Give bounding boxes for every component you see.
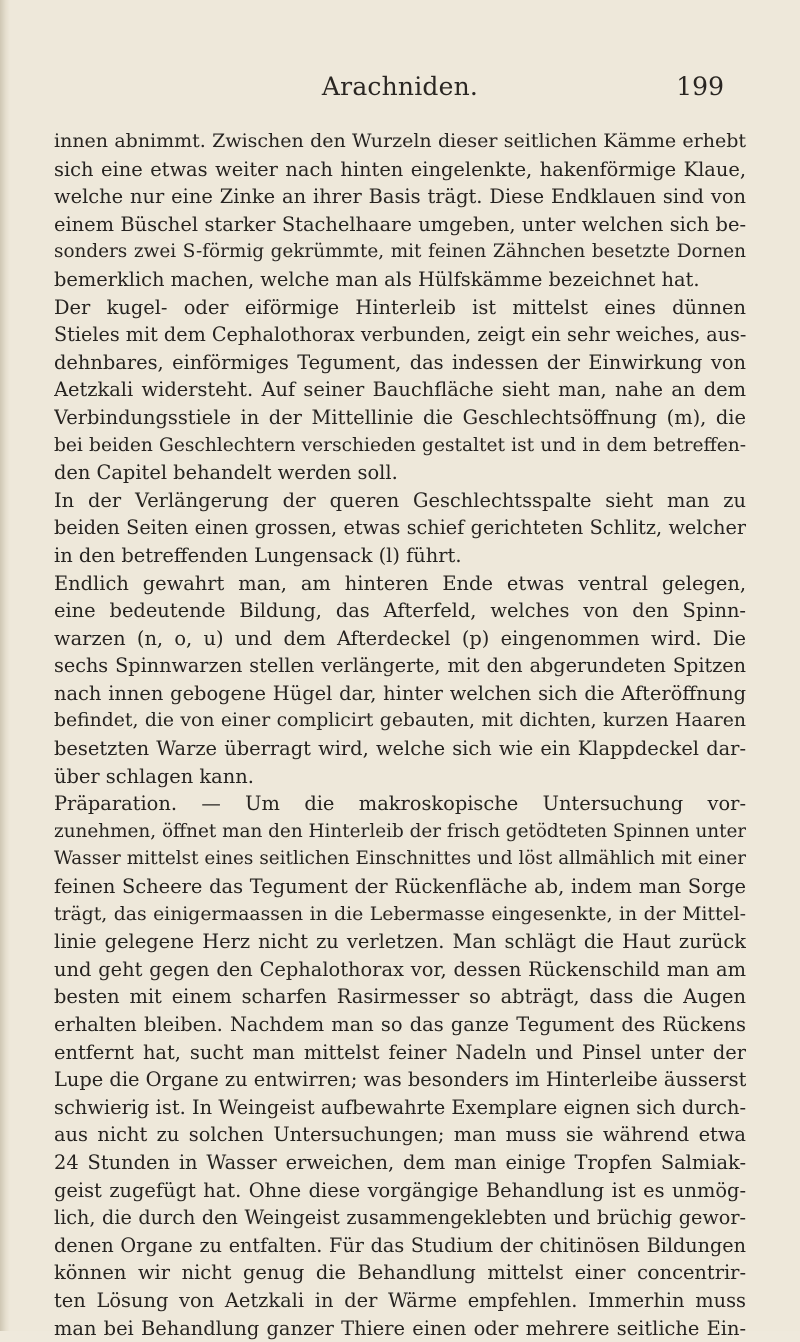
text-line: entfernt hat, sucht man mittelst feiner Nadeln und Pinsel unter der [54, 1040, 746, 1064]
text-line: warzen (n, o, u) und dem Afterdeckel (p) eingenommen wird. Die [54, 626, 746, 650]
text-line: Lupe die Organe zu entwirren; was besonders im Hinterleibe äusserst [54, 1068, 746, 1092]
text-line: bemerklich machen, welche man als Hülfskämme bezeichnet hat. [54, 267, 700, 291]
body-text [54, 128, 746, 1342]
text-line: besten mit einem scharfen Rasirmesser so abträgt, dass die Augen [54, 985, 746, 1009]
text-line: einem Büschel starker Stachelhaare umgeben, unter welchen sich be- [54, 212, 746, 236]
text-line: sonders zwei S-förmig gekrümmte, mit feinen Zähnchen besetzte Dornen [54, 241, 746, 263]
text-line: Präparation. — Um die makroskopische Untersuchung vor- [54, 792, 746, 816]
text-line: In der Verlängerung der queren Geschlechtsspalte sieht man zu [54, 488, 746, 512]
text-line: Wasser mittelst eines seitlichen Einschnittes und löst allmählich mit einer [54, 848, 746, 870]
text-line: welche nur eine Zinke an ihrer Basis trägt. Diese Endklauen sind von [54, 185, 746, 209]
text-line: geist zugefügt hat. Ohne diese vorgängige Behandlung ist es unmög- [54, 1178, 746, 1202]
text-line: man bei Behandlung ganzer Thiere einen oder mehrere seitliche Ein- [54, 1316, 746, 1340]
text-line: befindet, die von einer complicirt gebauten, mit dichten, kurzen Haaren [54, 710, 746, 732]
text-line: nach innen gebogene Hügel dar, hinter welchen sich die Afteröffnung [54, 681, 746, 705]
text-line: ten Lösung von Aetzkali in der Wärme empfehlen. Immerhin muss [54, 1288, 746, 1312]
running-title: Arachniden. [321, 72, 479, 101]
text-line: über schlagen kann. [54, 764, 254, 788]
text-line: 24 Stunden in Wasser erweichen, dem man einige Tropfen Salmiak- [54, 1150, 746, 1174]
text-line: bei beiden Geschlechtern verschieden gestaltet ist und in dem betreffen- [54, 434, 746, 456]
text-line: denen Organe zu entfalten. Für das Studium der chitinösen Bildungen [54, 1233, 746, 1257]
text-line: den Capitel behandelt werden soll. [54, 461, 398, 485]
text-line: und geht gegen den Cephalothorax vor, dessen Rückenschild man am [54, 957, 746, 981]
text-line: beiden Seiten einen grossen, etwas schief gerichteten Schlitz, welcher [54, 516, 746, 540]
text-line: linie gelegene Herz nicht zu verletzen. Man schlägt die Haut zurück [54, 930, 746, 954]
text-line: erhalten bleiben. Nachdem man so das ganze Tegument des Rückens [54, 1013, 746, 1036]
text-line: dehnbares, einförmiges Tegument, das indessen der Einwirkung von [54, 350, 746, 374]
text-line: eine bedeutende Bildung, das Afterfeld, welches von den Spinn- [54, 599, 746, 623]
text-line: feinen Scheere das Tegument der Rückenfläche ab, indem man Sorge [54, 875, 746, 899]
text-line: zunehmen, öffnet man den Hinterleib der frisch getödteten Spinnen unter [54, 820, 746, 842]
text-line: Aetzkali widersteht. Auf seiner Bauchfläche sieht man, nahe an dem [54, 378, 746, 402]
text-line: Stieles mit dem Cephalothorax verbunden, zeigt ein sehr weiches, aus- [54, 323, 746, 347]
text-line: innen abnimmt. Zwischen den Wurzeln dieser seitlichen Kämme erhebt [54, 130, 746, 152]
text-line: sechs Spinnwarzen stellen verlängerte, mit den abgerundeten Spitzen [54, 654, 746, 678]
text-line: können wir nicht genug die Behandlung mittelst einer concentrir- [54, 1261, 746, 1285]
text-line: besetzten Warze überragt wird, welche sich wie ein Klappdeckel dar- [54, 737, 746, 761]
text-line: trägt, das einigermaassen in die Lebermasse eingesenkte, in der Mittel- [54, 903, 746, 925]
text-line: Verbindungsstiele in der Mittellinie die Geschlechtsöffnung (m), die [54, 405, 746, 429]
text-line: Endlich gewahrt man, am hinteren Ende etwas ventral gelegen, [54, 571, 746, 595]
page-number: 199 [676, 72, 724, 101]
text-line: Der kugel- oder eiförmige Hinterleib ist mittelst eines dünnen [54, 295, 746, 319]
text-line: sich eine etwas weiter nach hinten eingelenkte, hakenförmige Klaue, [54, 157, 746, 181]
text-line: lich, die durch den Weingeist zusammengeklebten und brüchig gewor- [54, 1206, 746, 1230]
running-head [0, 72, 800, 112]
text-line: schwierig ist. In Weingeist aufbewahrte Exemplare eignen sich durch- [54, 1095, 746, 1119]
page-binding-edge [0, 0, 10, 1331]
text-line: aus nicht zu solchen Untersuchungen; man muss sie während etwa [54, 1123, 746, 1147]
text-line: in den betreffenden Lungensack (l) führt. [54, 543, 462, 567]
